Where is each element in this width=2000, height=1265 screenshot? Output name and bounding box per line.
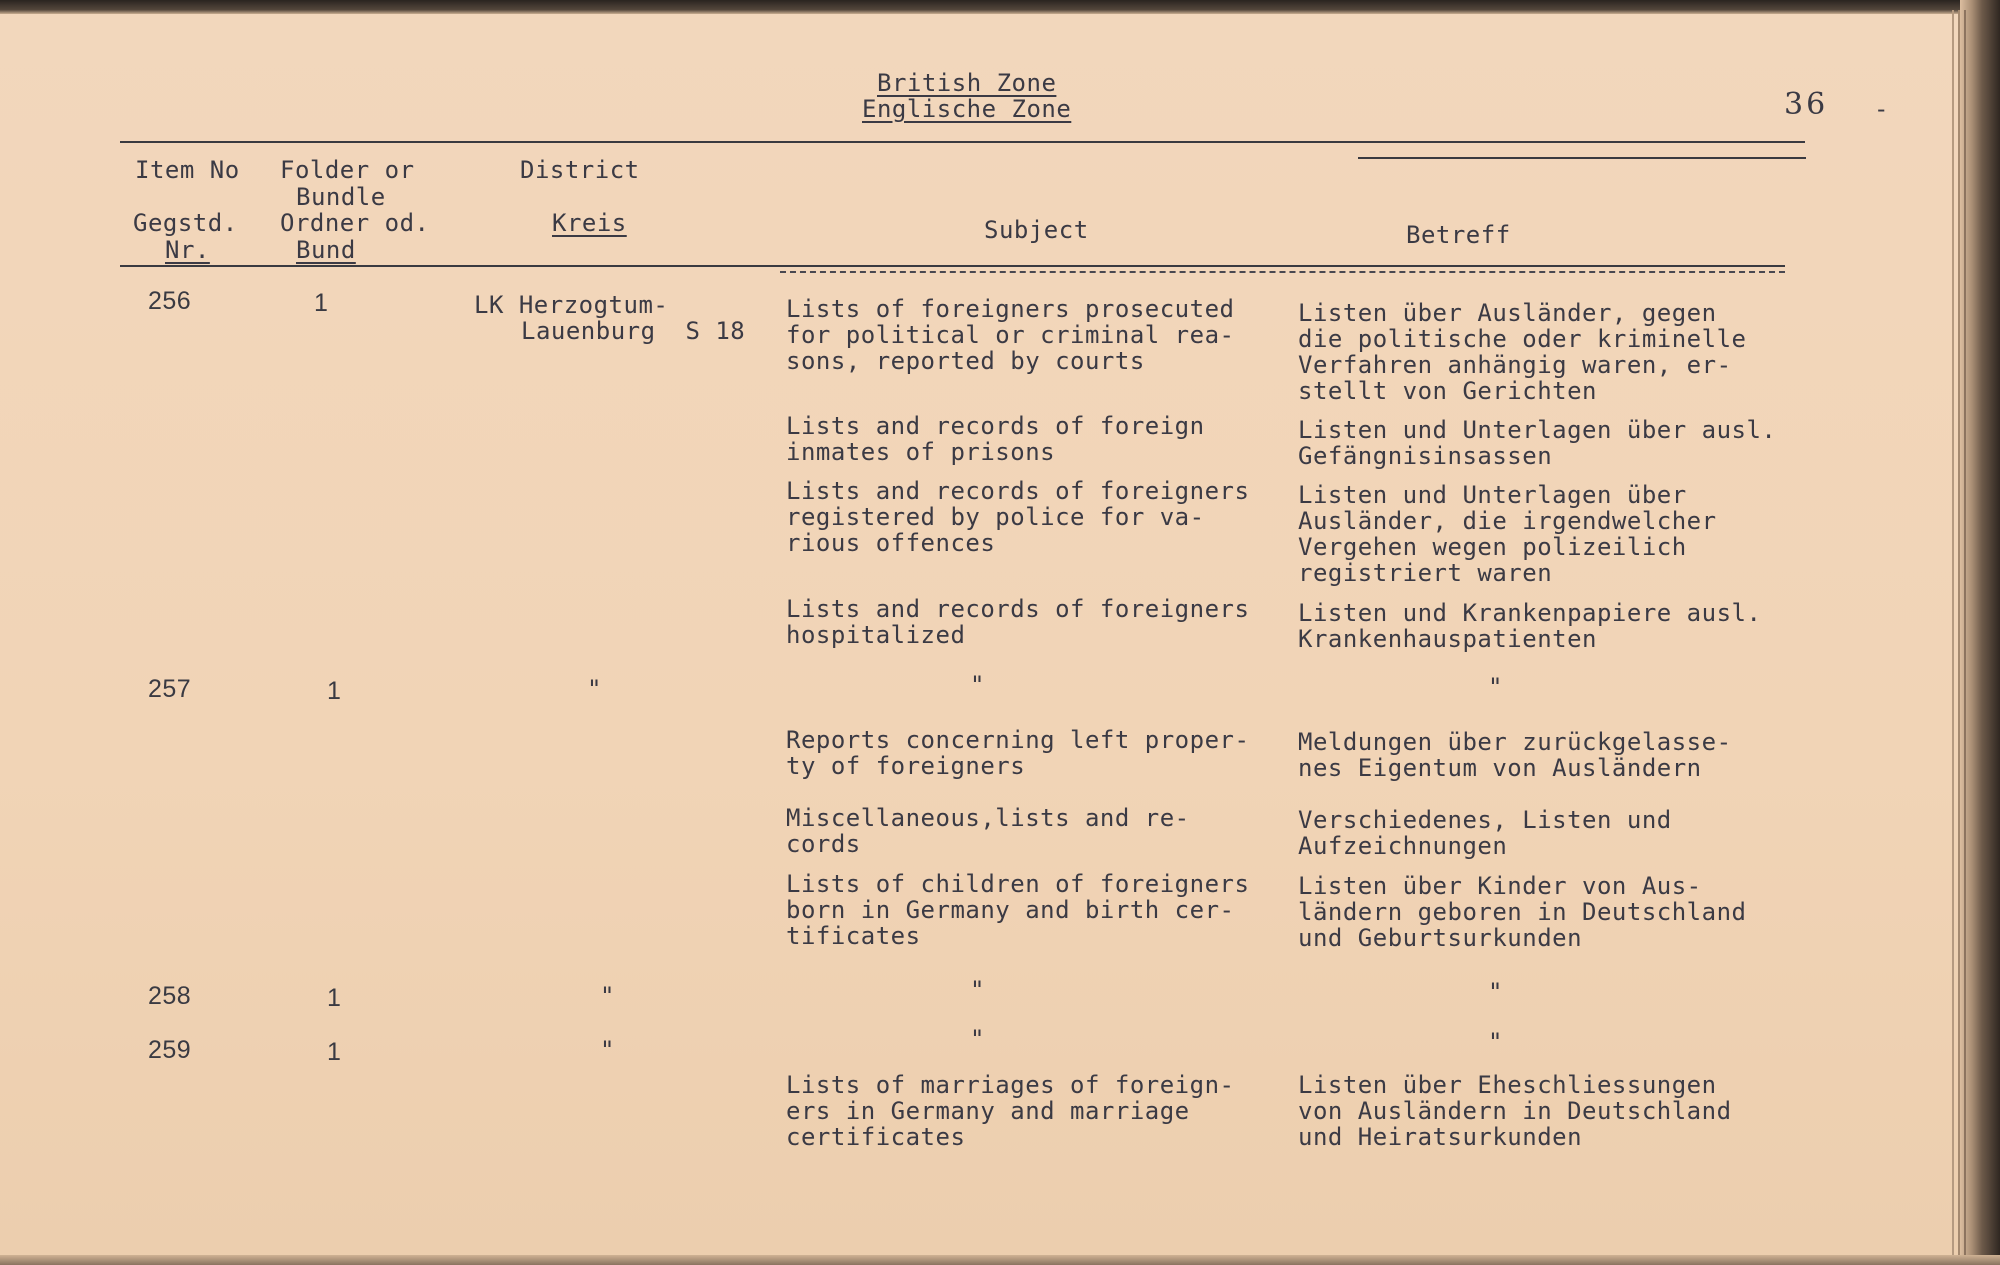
- col-folder-bund: Bund: [296, 236, 356, 264]
- col-betreff: Betreff: [1406, 221, 1511, 249]
- subject-line: Lists and records of foreigners: [786, 595, 1250, 623]
- betreff-line: Meldungen über zurückgelasse-: [1298, 728, 1732, 756]
- betreff-line: und Geburtsurkunden: [1298, 924, 1583, 952]
- ditto-mark: ": [600, 982, 615, 1010]
- betreff-line: registriert waren: [1298, 559, 1553, 587]
- betreff-line: Krankenhauspatienten: [1298, 625, 1597, 653]
- subject-line: rious offences: [786, 529, 996, 557]
- betreff-line: Listen und Unterlagen über ausl.: [1298, 416, 1777, 444]
- subject-line: Lists and records of foreign: [786, 412, 1205, 440]
- subject-line: hospitalized: [786, 621, 966, 649]
- betreff-line: Verschiedenes, Listen und: [1298, 806, 1672, 834]
- betreff-line: nes Eigentum von Ausländern: [1298, 754, 1702, 782]
- page-number: 36: [1784, 87, 1829, 122]
- betreff-line: Listen über Ausländer, gegen: [1298, 299, 1717, 327]
- ditto-mark: ": [970, 976, 985, 1004]
- col-district-de: Kreis: [552, 209, 627, 237]
- betreff-line: und Heiratsurkunden: [1298, 1123, 1583, 1151]
- subject-line: for political or criminal rea-: [786, 321, 1235, 349]
- item-number: 259: [148, 1036, 192, 1064]
- header-bottom-dash: [780, 271, 1785, 273]
- betreff-line: Aufzeichnungen: [1298, 832, 1508, 860]
- district-name: Lauenburg S 18: [521, 317, 746, 345]
- zone-title-english: British Zone: [877, 69, 1057, 97]
- col-item-nr: Nr.: [165, 236, 210, 264]
- zone-title-german: Englische Zone: [862, 95, 1072, 123]
- betreff-line: von Ausländern in Deutschland: [1298, 1097, 1732, 1125]
- header-top-rule-right: [1358, 157, 1806, 159]
- item-number: 257: [148, 675, 192, 703]
- book-binding-top: [0, 0, 2000, 14]
- book-binding-right: [1960, 0, 2000, 1265]
- subject-line: Lists of children of foreigners: [786, 870, 1250, 898]
- subject-line: registered by police for va-: [786, 503, 1205, 531]
- betreff-line: die politische oder kriminelle: [1298, 325, 1747, 353]
- subject-line: Miscellaneous,lists and re-: [786, 804, 1190, 832]
- ditto-mark: ": [970, 1025, 985, 1053]
- folder-count: 1: [327, 984, 342, 1012]
- folder-count: 1: [327, 677, 342, 705]
- header-bottom-rule: [120, 265, 1785, 267]
- page-edge: [1958, 10, 1960, 1265]
- ditto-mark: ": [1488, 978, 1503, 1006]
- col-folder-en: Folder or: [280, 156, 415, 184]
- col-item-no-de: Gegstd.: [133, 209, 238, 237]
- betreff-line: Ausländer, die irgendwelcher: [1298, 507, 1717, 535]
- col-subject: Subject: [984, 216, 1089, 244]
- subject-line: ers in Germany and marriage: [786, 1097, 1190, 1125]
- district-name: LK Herzogtum-: [474, 291, 669, 319]
- col-folder-de: Ordner od.: [280, 209, 430, 237]
- subject-line: Lists of foreigners prosecuted: [786, 295, 1235, 323]
- subject-line: certificates: [786, 1123, 966, 1151]
- subject-line: tificates: [786, 922, 921, 950]
- betreff-line: Listen und Unterlagen über: [1298, 481, 1687, 509]
- col-district-en: District: [520, 156, 640, 184]
- subject-line: Lists and records of foreigners: [786, 477, 1250, 505]
- subject-line: Lists of marriages of foreign-: [786, 1071, 1235, 1099]
- col-item-no-en: Item No: [135, 156, 240, 184]
- ditto-mark: ": [970, 671, 985, 699]
- page-mark: -: [1874, 95, 1889, 123]
- subject-line: cords: [786, 830, 861, 858]
- betreff-line: Listen über Eheschliessungen: [1298, 1071, 1717, 1099]
- subject-line: sons, reported by courts: [786, 347, 1145, 375]
- betreff-line: Gefängnisinsassen: [1298, 442, 1553, 470]
- subject-line: ty of foreigners: [786, 752, 1026, 780]
- subject-line: Reports concerning left proper-: [786, 726, 1250, 754]
- col-folder-bundle: Bundle: [296, 183, 386, 211]
- page-edge: [1952, 10, 1954, 1265]
- betreff-line: Vergehen wegen polizeilich: [1298, 533, 1687, 561]
- book-binding-bottom: [0, 1255, 2000, 1265]
- item-number: 256: [148, 287, 192, 315]
- ditto-mark: ": [1488, 1028, 1503, 1056]
- folder-count: 1: [314, 289, 329, 317]
- ditto-mark: ": [600, 1036, 615, 1064]
- ditto-mark: ": [587, 675, 602, 703]
- header-top-rule: [120, 141, 1805, 143]
- ditto-mark: ": [1488, 673, 1503, 701]
- betreff-line: Verfahren anhängig waren, er-: [1298, 351, 1732, 379]
- folder-count: 1: [327, 1038, 342, 1066]
- page-edge: [1964, 10, 1966, 1265]
- betreff-line: Listen über Kinder von Aus-: [1298, 872, 1702, 900]
- betreff-line: stellt von Gerichten: [1298, 377, 1597, 405]
- betreff-line: ländern geboren in Deutschland: [1298, 898, 1747, 926]
- subject-line: inmates of prisons: [786, 438, 1056, 466]
- betreff-line: Listen und Krankenpapiere ausl.: [1298, 599, 1762, 627]
- item-number: 258: [148, 982, 192, 1010]
- subject-line: born in Germany and birth cer-: [786, 896, 1235, 924]
